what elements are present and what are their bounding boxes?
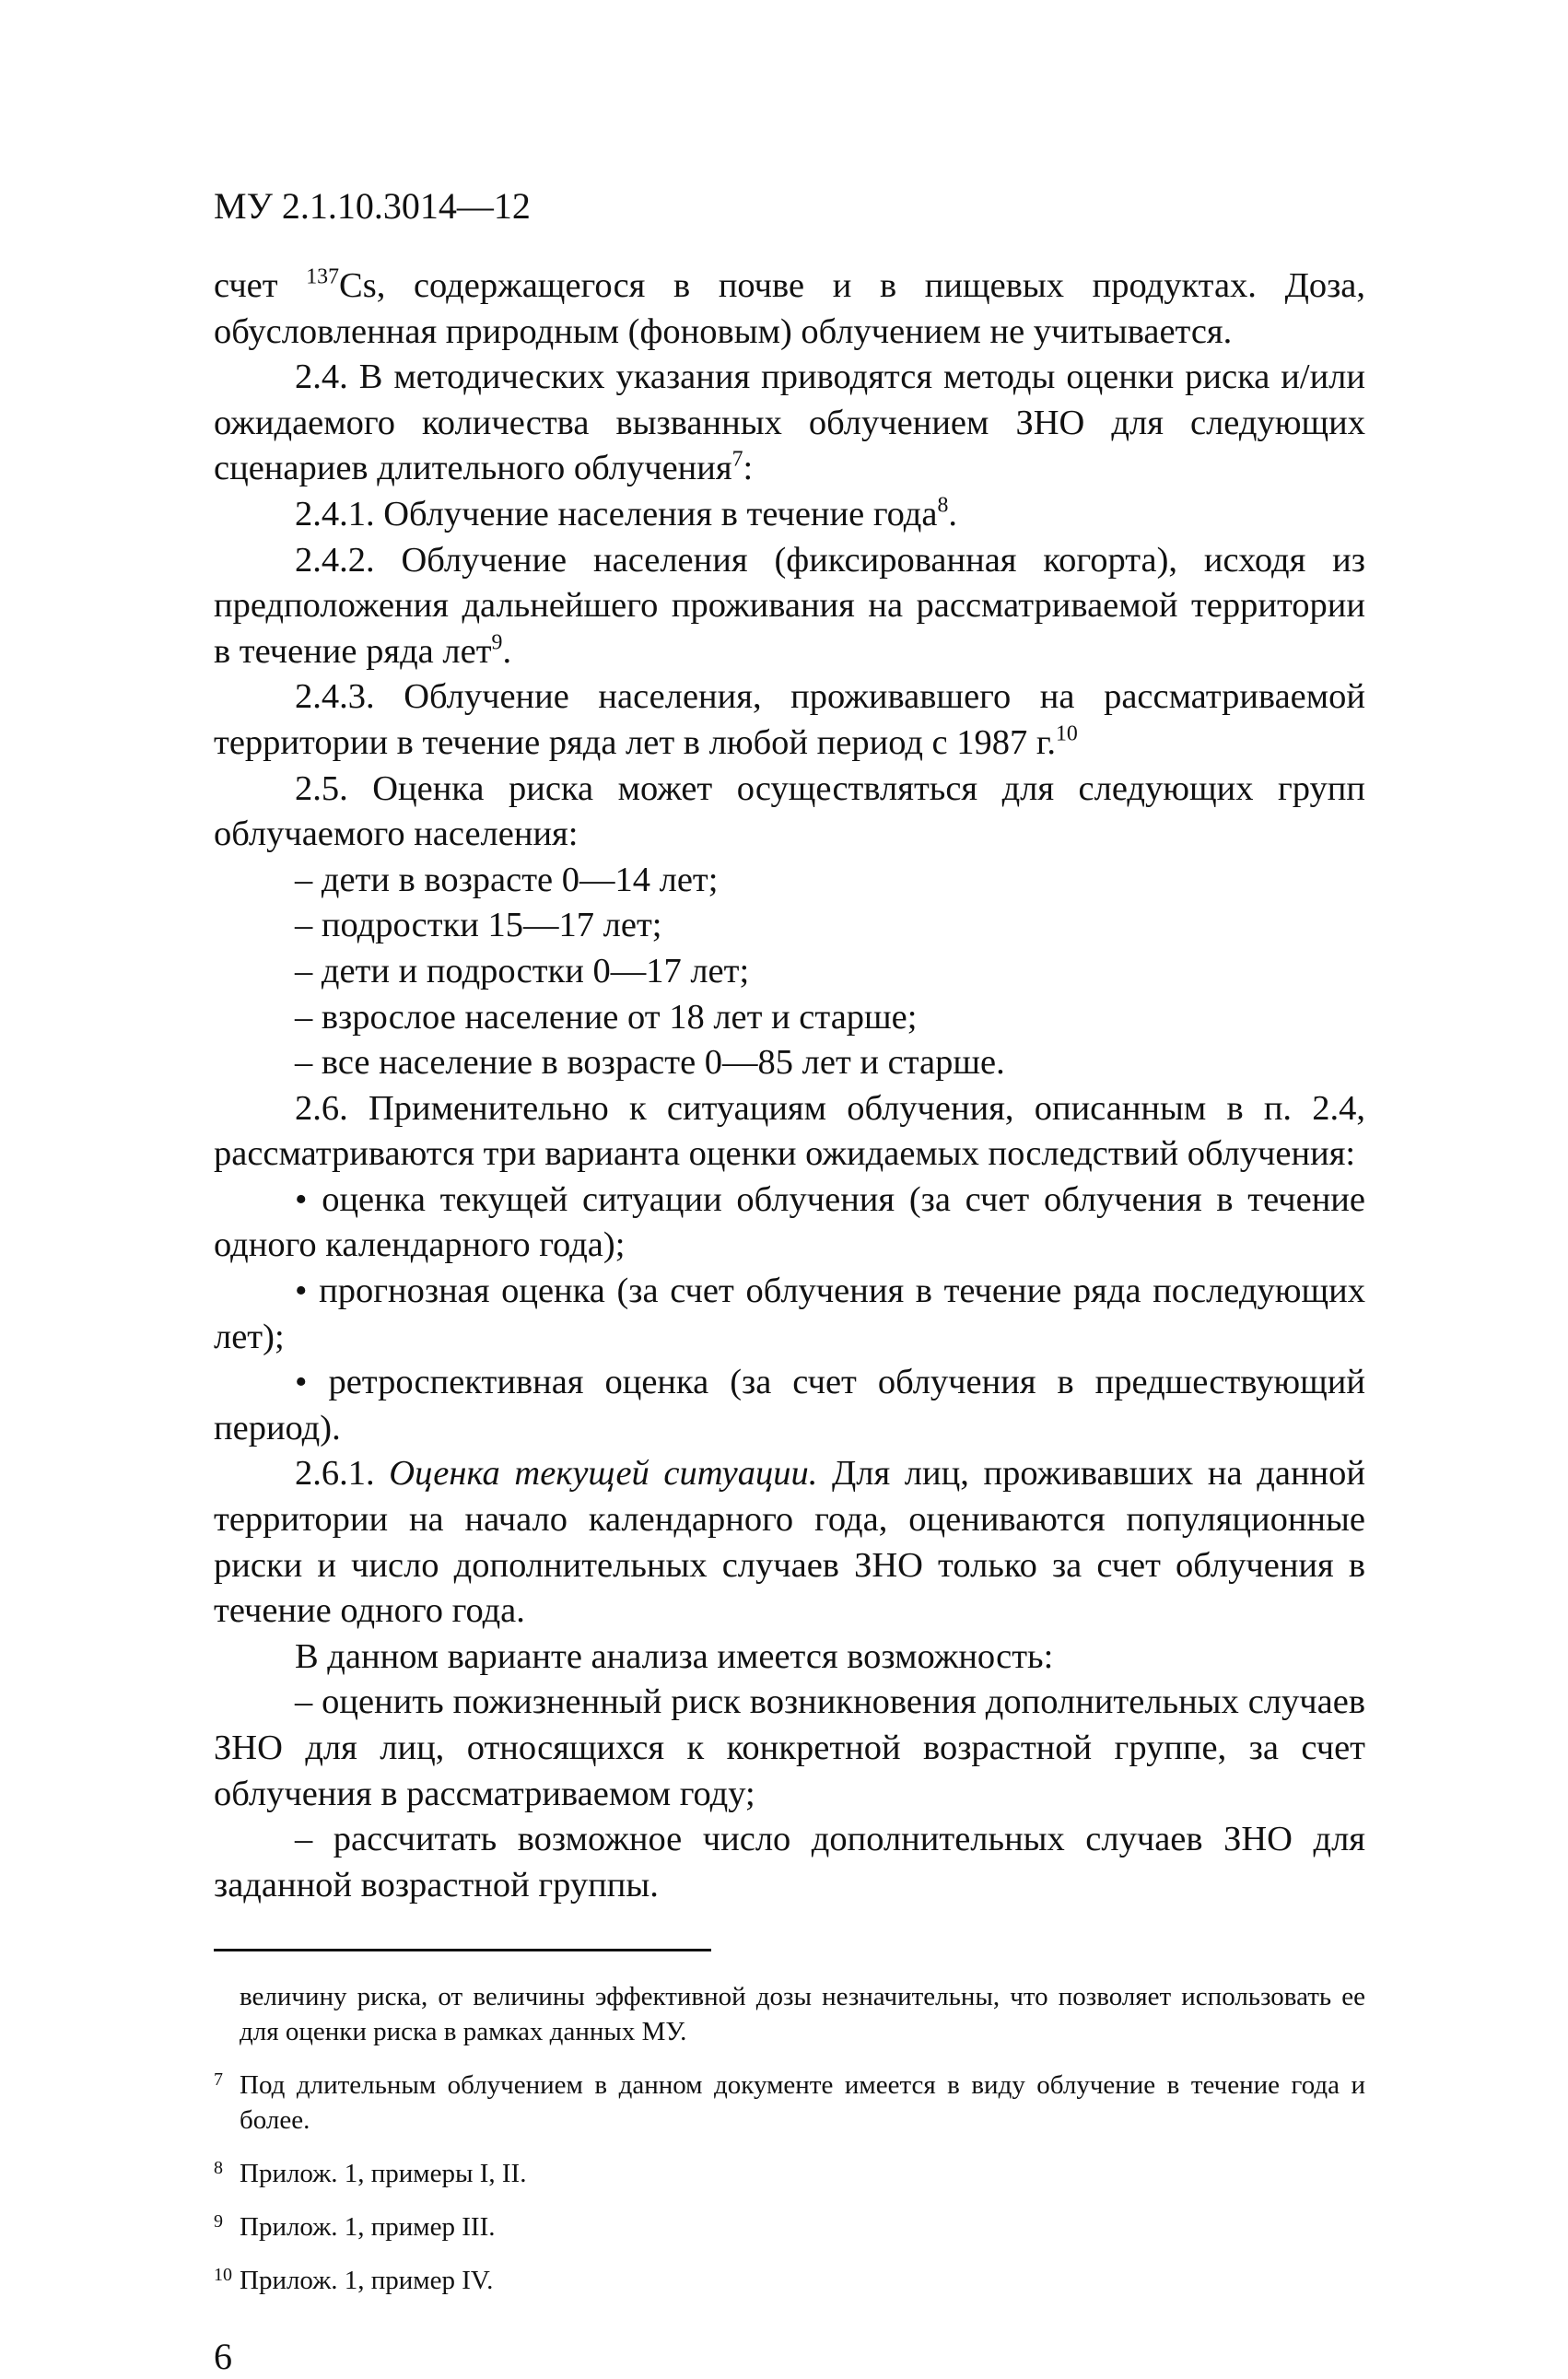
footnote-text: Прилож. 1, пример IV.: [240, 2266, 494, 2296]
paragraph: [214, 1680, 1365, 1817]
paragraph-text: – дети в возрасте 0—14 лет;: [295, 860, 719, 899]
paragraph-text: 2.6. Применительно к ситуациям облучения, описанным в п. 2.4, рассматриваются три варианта оценки ожидаемых последствий облучения:: [214, 1088, 1365, 1174]
paragraph: [214, 538, 1365, 675]
paragraph-text: 2.4.3. Облучение населения, проживавшего на рассматриваемой территории в течение ряда лет в любой период с 1987 г.: [214, 677, 1365, 762]
paragraph: [214, 903, 1365, 949]
paragraph-text: :: [743, 449, 754, 488]
footnote-divider: [214, 1949, 711, 1951]
paragraph: [214, 995, 1365, 1041]
paragraph-text: .: [502, 631, 512, 671]
footnote-reference: 10: [1055, 721, 1078, 746]
paragraph-text: 2.4. В методических указания приводятся методы оценки риска и/или ожидаемого количества вызванных облучением ЗНО для следующих сценариев длительного облучения: [214, 357, 1365, 488]
paragraph-text: 2.6.1.: [295, 1454, 390, 1494]
paragraph-text: В данном варианте анализа имеется возможность:: [295, 1636, 1054, 1676]
paragraph: [214, 355, 1365, 492]
footnotes: [214, 1979, 1365, 2298]
paragraph-text: 2.5. Оценка риска может осуществляться для следующих групп облучаемого населения:: [214, 768, 1365, 854]
paragraph: [214, 492, 1365, 538]
paragraph: [214, 1269, 1365, 1360]
paragraph-text: – дети и подростки 0—17 лет;: [295, 951, 750, 990]
emphasis-text: Оценка текущей ситуации.: [389, 1454, 818, 1494]
paragraph: [214, 674, 1365, 766]
footnote-text: Под длительным облучением в данном документе имеется в виду облучение в течение года и более.: [240, 2070, 1365, 2136]
paragraph-text: .: [948, 494, 958, 533]
paragraph: [214, 767, 1365, 858]
page-number: 6: [214, 2336, 232, 2378]
paragraph-text: 2.4.2. Облучение населения (фиксированная когорта), исходя из предположения дальнейшего проживания на рассматриваемой территории в течение ряда лет: [214, 540, 1365, 671]
footnote-mark: 7: [214, 2069, 223, 2091]
footnote-mark: 9: [214, 2211, 223, 2233]
footnote: [214, 1979, 1365, 2049]
footnote-reference: 9: [491, 630, 503, 655]
document-body: [214, 264, 1365, 1908]
paragraph: [214, 1635, 1365, 1681]
footnote: [214, 2209, 1365, 2244]
document-page: [214, 184, 1365, 2379]
paragraph: [214, 1451, 1365, 1634]
footnote-text: Прилож. 1, примеры I, II.: [240, 2159, 527, 2189]
paragraph: [214, 264, 1365, 355]
paragraph: [214, 1086, 1365, 1178]
paragraph-text: – подростки 15—17 лет;: [295, 906, 662, 945]
footnote: [214, 2068, 1365, 2138]
paragraph-text: счет: [214, 266, 307, 305]
paragraph: [214, 1178, 1365, 1269]
paragraph: [214, 1040, 1365, 1086]
paragraph: [214, 1817, 1365, 1908]
paragraph: [214, 1360, 1365, 1451]
paragraph-text: – все население в возрасте 0—85 лет и старше.: [295, 1043, 1005, 1083]
footnote: [214, 2156, 1365, 2191]
footnote: [214, 2263, 1365, 2298]
paragraph-text: • прогнозная оценка (за счет облучения в течение ряда последующих лет);: [214, 1272, 1365, 1356]
footnote-mark: 10: [214, 2265, 232, 2286]
footnote-reference: 8: [937, 493, 949, 518]
paragraph-text: – рассчитать возможное число дополнительных случаев ЗНО для заданной возрастной группы.: [214, 1820, 1365, 1904]
document-header: МУ 2.1.10.3014—12: [214, 185, 531, 227]
footnote-reference: 7: [731, 448, 743, 473]
footnote-reference: 137: [306, 264, 340, 289]
footnote-text: Прилож. 1, пример III.: [240, 2212, 496, 2243]
footnote-text: величину риска, от величины эффективной дозы незначительны, что позволяет использовать ее для оценки риска в рамках данных МУ.: [240, 1982, 1365, 2047]
paragraph-text: Для лиц, проживавших на данной территории на начало календарного года, оцениваются популяционные риски и число дополнительных случаев ЗНО только за счет облучения в течение одного года.: [214, 1454, 1366, 1631]
paragraph: [214, 858, 1365, 904]
paragraph-text: • ретроспективная оценка (за счет облучения в предшествующий период).: [214, 1363, 1365, 1447]
paragraph: [214, 949, 1365, 995]
footnote-mark: 8: [214, 2158, 223, 2179]
paragraph-text: 2.4.1. Облучение населения в течение года: [295, 494, 938, 533]
paragraph-text: – оценить пожизненный риск возникновения дополнительных случаев ЗНО для лиц, относящихся к конкретной возрастной группе, за счет облучения в рассматриваемом году;: [214, 1682, 1365, 1813]
paragraph-text: – взрослое население от 18 лет и старше;: [295, 997, 918, 1037]
paragraph-text: Cs, содержащегося в почве и в пищевых продуктах. Доза, обусловленная природным (фоновым) облучением не учитывается.: [214, 266, 1365, 351]
paragraph-text: • оценка текущей ситуации облучения (за счет облучения в течение одного календарного года);: [214, 1179, 1365, 1265]
